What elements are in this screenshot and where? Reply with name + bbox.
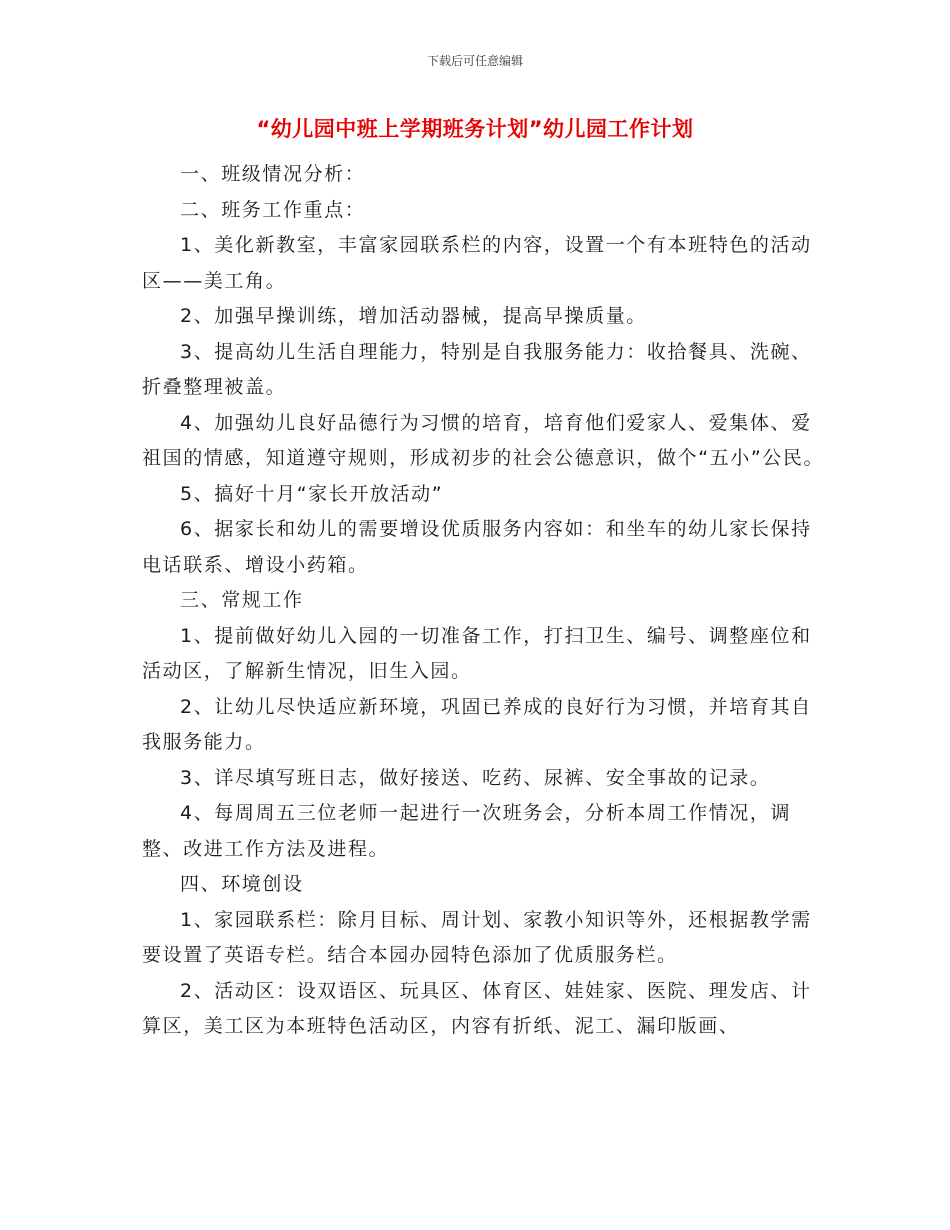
- paragraph: 3、详尽填写班日志，做好接送、吃药、尿裤、安全事故的记录。: [180, 766, 771, 789]
- paragraph: 4、加强幼儿良好品德行为习惯的培育，培育他们爱家人、爱集体、爱祖国的情感，知道遵守规则，形成初步的社会公德意识，做个“五小”公民。: [142, 411, 825, 469]
- document-title: “幼儿园中班上学期班务计划”幼儿园工作计划: [256, 117, 694, 141]
- paragraph: 3、提高幼儿生活自理能力，特别是自我服务能力：收拾餐具、洗碗、折叠整理被盖。: [142, 340, 812, 398]
- paragraph: 1、美化新教室，丰富家园联系栏的内容，设置一个有本班特色的活动区——美工角。: [142, 234, 812, 292]
- section-heading: 四、环境创设: [180, 873, 304, 895]
- paragraph: 2、加强早操训练，增加活动器械，提高早操质量。: [180, 305, 647, 327]
- paragraph: 2、让幼儿尽快适应新环境，巩固已养成的良好行为习惯，并培育其自我服务能力。: [142, 695, 812, 753]
- paragraph: 2、活动区：设双语区、玩具区、体育区、娃娃家、医院、理发店、计算区，美工区为本班特色活动区，内容有折纸、泥工、漏印版画、: [142, 979, 812, 1037]
- page-header-note: 下载后可任意编辑: [426, 54, 523, 68]
- paragraph: 6、据家长和幼儿的需要增设优质服务内容如：和坐车的幼儿家长保持电话联系、增设小药箱。: [142, 518, 812, 576]
- paragraph: 1、家园联系栏：除月目标、周计划、家教小知识等外，还根据教学需要设置了英语专栏。结合本园办园特色添加了优质服务栏。: [142, 908, 812, 966]
- document-body: [142, 157, 832, 1045]
- paragraph: 4、每周周五三位老师一起进行一次班务会，分析本周工作情况，调整、改进工作方法及进程。: [142, 802, 792, 860]
- paragraph: 1、提前做好幼儿入园的一切准备工作，打扫卫生、编号、调整座位和活动区，了解新生情况，旧生入园。: [142, 624, 812, 682]
- section-heading: 一、班级情况分析：: [180, 163, 366, 185]
- section-heading: 三、常规工作: [180, 589, 304, 611]
- paragraph: 5、搞好十月“家长开放活动”: [180, 482, 444, 505]
- section-heading: 二、班务工作重点：: [180, 198, 366, 221]
